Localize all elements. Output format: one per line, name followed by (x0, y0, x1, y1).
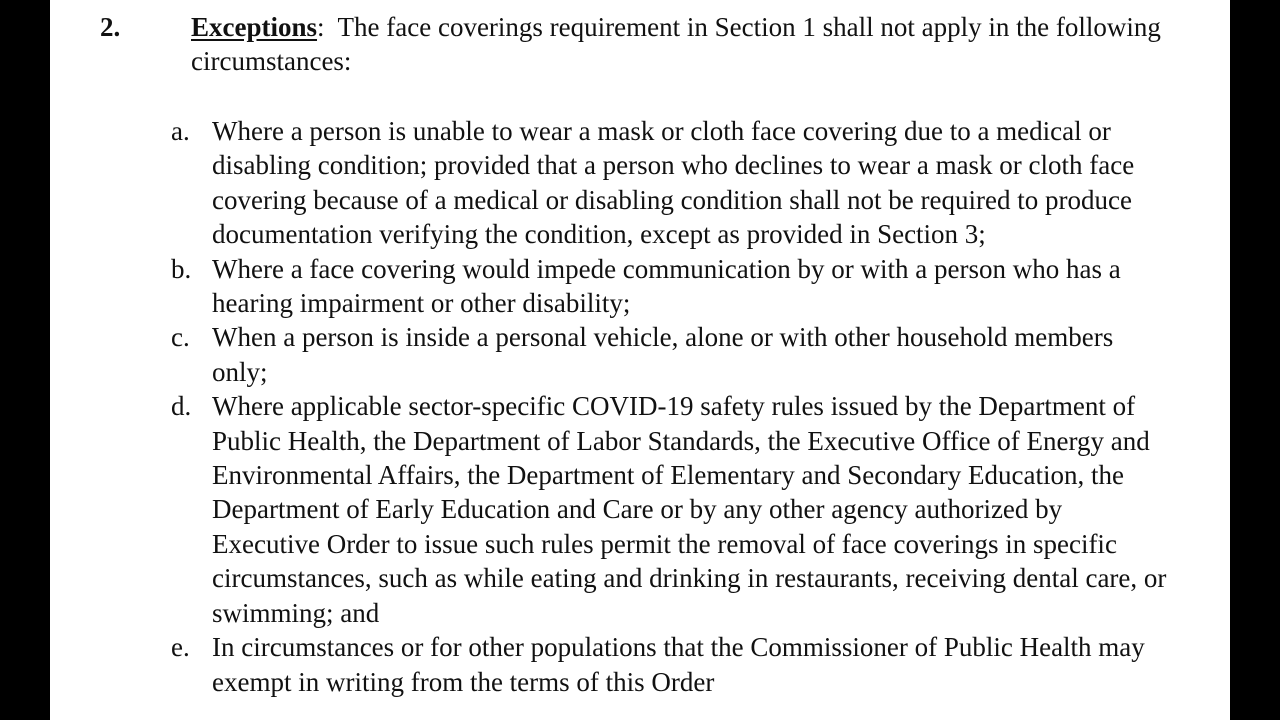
list-item-text: Where applicable sector-specific COVID-19 safety rules issued by the Department of Public Health, the Department of Labor Standards, the Executive Office of Energy and Environmental Affairs, the Department of Elementary and Secondary Education, the Department of Early Education and Care or by any other agency authorized by Executive Order to issue such rules permit the removal of face coverings in specific circumstances, such as while eating and drinking in restaurants, receiving dental care, or swimming; and (212, 391, 1167, 628)
list-item-letter: a. (171, 116, 190, 146)
list-item-letter: e. (171, 632, 190, 663)
list-item-c (171, 320, 1171, 389)
document-page (50, 0, 1230, 720)
section-number: 2. (100, 12, 121, 42)
section-title: Exceptions (191, 12, 318, 42)
section-intro: The face coverings requirement in Section 1 shall not apply in the following circumstances: (191, 12, 1161, 77)
section-heading (100, 10, 1180, 79)
list-item-letter: b. (171, 253, 192, 284)
list-item-letter: c. (171, 322, 190, 353)
list-item-text: In circumstances or for other populations that the Commissioner of Public Health may exempt in writing from the terms of this Order (212, 632, 1145, 697)
list-item-text: Where a person is unable to wear a mask or cloth face covering due to a medical or disabling condition; provided that a person who declines to wear a mask or cloth face covering because of a medical or disabling condition shall not be required to produce documentation verifying the condition, except as provided in Section 3; (212, 116, 1135, 250)
list-item-letter: d. (171, 391, 192, 422)
list-item-e (171, 630, 1171, 699)
list-item-b (171, 252, 1171, 321)
list-item-a (171, 114, 1171, 252)
list-item-text: When a person is inside a personal vehicle, alone or with other household members only; (212, 322, 1114, 387)
exceptions-list (171, 114, 1171, 699)
section-title-colon: : (317, 12, 325, 42)
list-item-d (171, 389, 1171, 630)
section-exceptions (100, 10, 1180, 79)
list-item-text: Where a face covering would impede communication by or with a person who has a hearing impairment or other disability; (212, 253, 1121, 319)
